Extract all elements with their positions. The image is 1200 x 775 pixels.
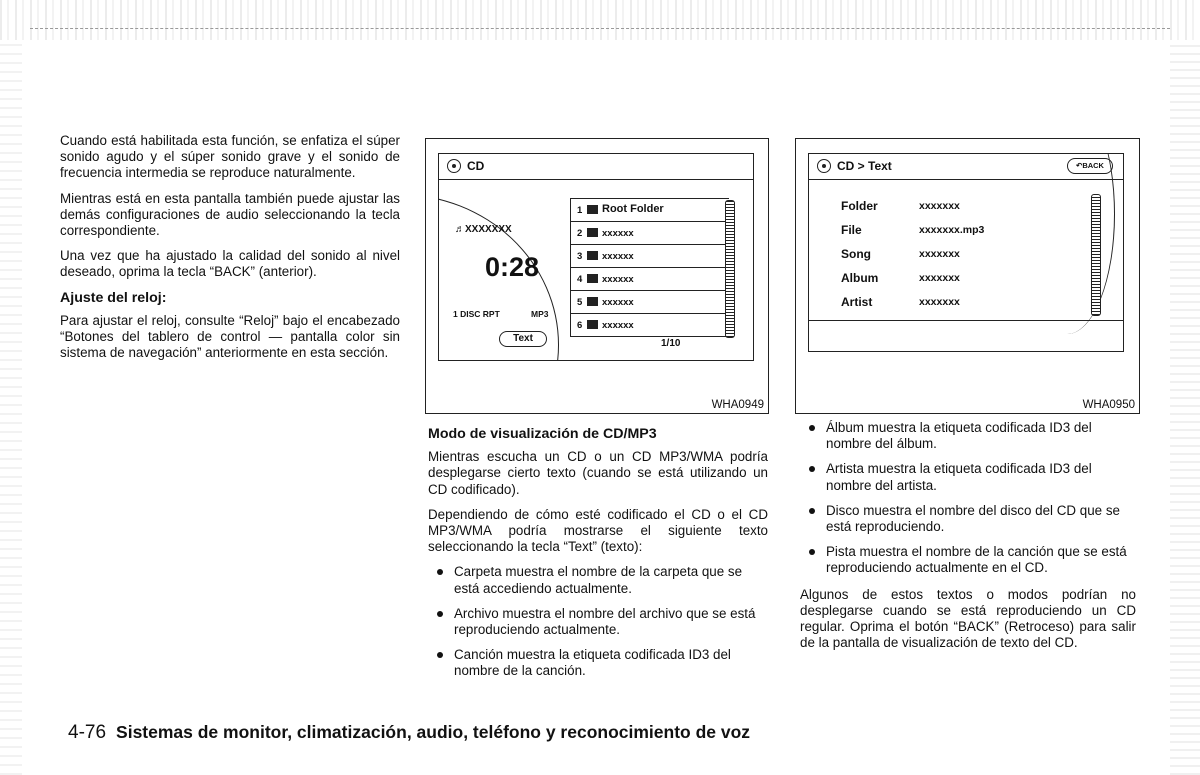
right-bullet-list — [800, 420, 1136, 577]
scan-noise-top — [0, 0, 1200, 40]
figure-cd-text-screen — [795, 138, 1140, 414]
row-number: 4 — [577, 274, 583, 285]
cd-screen-title: CD — [467, 159, 485, 173]
cd-screen — [438, 153, 754, 361]
row-label: Root Folder — [602, 203, 664, 215]
chapter-title: Sistemas de monitor, climatización, audio, teléfono y reconocimiento de voz — [116, 722, 751, 742]
format-label: MP3 — [531, 309, 549, 319]
disc-repeat-status: 1 DISC RPT — [453, 309, 500, 319]
page-indicator: 1/10 — [661, 338, 681, 349]
row-number: 6 — [577, 320, 583, 331]
bullet-item: Álbum muestra la etiqueta codificada ID3 del nombre del álbum. — [800, 420, 1136, 452]
field-label: Song — [841, 247, 871, 261]
cd-screen-header — [439, 154, 753, 180]
bullet-item: Carpeta muestra el nombre de la carpeta que se está accediendo actualmente. — [428, 564, 768, 596]
bullet-item: Canción muestra la etiqueta codificada ID3 del nombre de la canción. — [428, 647, 768, 679]
field-label: Folder — [841, 199, 878, 213]
left-paragraph-3: Una vez que ha ajustado la calidad del sonido al nivel deseado, oprima la tecla “BACK” (anterior). — [60, 248, 400, 280]
folder-icon — [587, 251, 598, 260]
field-label: File — [841, 223, 862, 237]
bullet-item: Disco muestra el nombre del disco del CD que se está reproduciendo. — [800, 503, 1136, 535]
back-button-label: BACK — [1082, 161, 1104, 170]
scan-edge-line — [30, 28, 1170, 29]
middle-column — [428, 424, 768, 689]
right-column — [800, 420, 1136, 660]
figure-id: WHA0950 — [1082, 399, 1135, 411]
left-column — [60, 133, 400, 370]
disc-icon — [817, 159, 831, 173]
row-number: 3 — [577, 251, 583, 262]
folder-list-row[interactable] — [571, 199, 729, 222]
folder-list-row[interactable] — [571, 291, 729, 314]
page-number: 4-76 — [68, 722, 107, 743]
row-label: xxxxxx — [602, 228, 634, 239]
row-label: xxxxxx — [602, 274, 634, 285]
disc-icon — [447, 159, 461, 173]
middle-paragraph-1: Mientras escucha un CD o un CD MP3/WMA podría desplegarse cierto texto (cuando se está utilizando un CD codificado). — [428, 449, 768, 497]
row-label: xxxxxx — [602, 297, 634, 308]
bullet-item: Pista muestra el nombre de la canción que se está reproduciendo actualmente en el CD. — [800, 544, 1136, 576]
field-value: xxxxxxx.mp3 — [919, 224, 985, 236]
figure-cd-screen — [425, 138, 769, 414]
left-paragraph-1: Cuando está habilitada esta función, se enfatiza el súper sonido agudo y el súper sonido grave y el sonido de frecuencia intermedia se reproduce naturalmente. — [60, 133, 400, 181]
page-footer — [68, 722, 750, 744]
track-name: ♬XXXXXXX — [455, 224, 512, 235]
field-value: xxxxxxx — [919, 200, 960, 212]
folder-icon — [587, 297, 598, 306]
row-number: 1 — [577, 205, 583, 216]
scan-noise-left — [0, 40, 22, 775]
folder-list-row[interactable] — [571, 222, 729, 245]
cd-text-screen — [808, 153, 1124, 352]
section-heading: Modo de visualización de CD/MP3 — [428, 426, 657, 442]
text-button-label: Text — [513, 333, 533, 344]
bullet-item: Archivo muestra el nombre del archivo que se está reproduciendo actualmente. — [428, 606, 768, 638]
clock-heading: Ajuste del reloj: — [60, 289, 167, 306]
folder-icon — [587, 228, 598, 237]
field-label: Album — [841, 271, 879, 285]
folder-icon — [587, 320, 598, 329]
field-value: xxxxxxx — [919, 296, 960, 308]
bullet-item: Artista muestra la etiqueta codificada ID3 del nombre del artista. — [800, 461, 1136, 493]
row-label: xxxxxx — [602, 251, 634, 262]
middle-bullet-list — [428, 564, 768, 679]
cd-text-screen-title: CD > Text — [837, 159, 892, 173]
middle-paragraph-2: Dependiendo de cómo esté codificado el CD o el CD MP3/WMA podría mostrarse el siguiente texto seleccionando la tecla “Text” (texto): — [428, 506, 768, 555]
field-value: xxxxxxx — [919, 248, 960, 260]
text-scrollbar[interactable] — [1091, 194, 1101, 316]
left-paragraph-2: Mientras está en esta pantalla también puede ajustar las demás configuraciones de audio seleccionando la tecla correspondiente. — [60, 190, 400, 239]
row-number: 5 — [577, 297, 583, 308]
figure-id: WHA0949 — [711, 399, 764, 411]
right-paragraph-1: Algunos de estos textos o modos podrían no desplegarse cuando se está reproduciendo un CD regular. Oprima el botón “BACK” (Retroceso) para salir de la pantalla de visualización de texto del CD. — [800, 586, 1136, 651]
row-number: 2 — [577, 228, 583, 239]
left-paragraph-4: Para ajustar el reloj, consulte “Reloj” bajo el encabezado “Botones del tablero de control — pantalla color sin sistema de navegación” anteriormente en esta sección. — [60, 312, 400, 361]
folder-list-row[interactable] — [571, 268, 729, 291]
folder-icon — [587, 205, 598, 214]
play-time: 0:28 — [485, 252, 540, 282]
list-scrollbar[interactable] — [725, 200, 735, 338]
folder-list-row[interactable] — [571, 245, 729, 268]
folder-icon — [587, 274, 598, 283]
back-arrow-icon: ↶ — [1076, 161, 1083, 170]
row-label: xxxxxx — [602, 320, 634, 331]
scan-noise-right — [1170, 40, 1200, 775]
folder-list — [570, 198, 729, 337]
text-button[interactable] — [499, 331, 547, 347]
folder-list-row[interactable] — [571, 314, 729, 337]
field-label: Artist — [841, 295, 873, 309]
field-value: xxxxxxx — [919, 272, 960, 284]
